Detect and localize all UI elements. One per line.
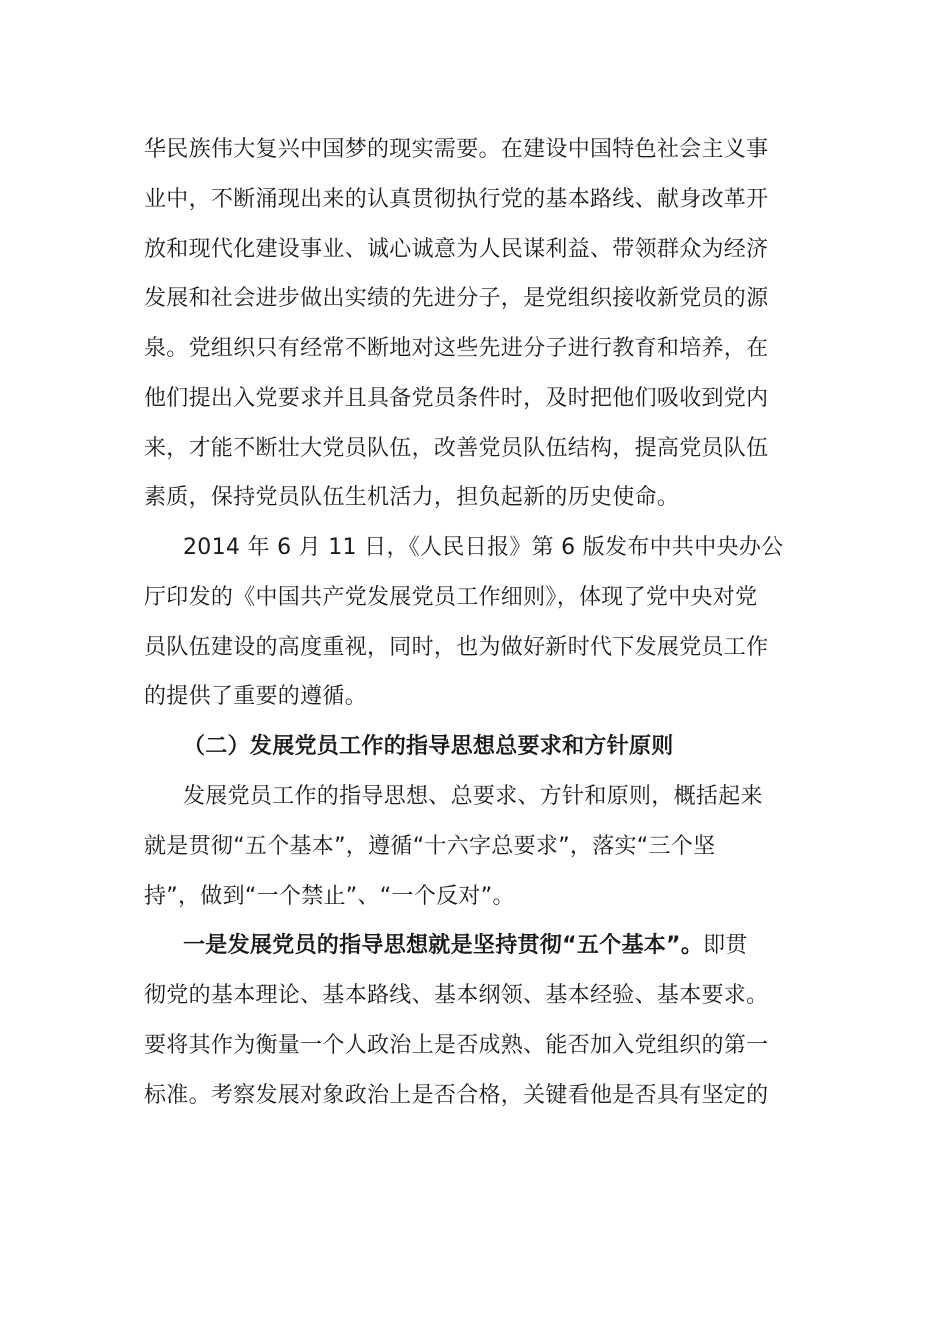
section-heading: （二）发展党员工作的指导思想总要求和方针原则: [183, 734, 674, 759]
body-text-line: 员队伍建设的高度重视，同时，也为做好新时代下发展党员工作: [144, 635, 769, 660]
body-text-line: 的提供了重要的遵循。: [144, 684, 368, 709]
body-text-line: 持”，做到“一个禁止”、“一个反对”。: [144, 884, 515, 909]
body-text-line: 他们提出入党要求并且具备党员条件时，及时把他们吸收到党内: [144, 386, 769, 411]
body-text-line: 发展和社会进步做出实绩的先进分子，是党组织接收新党员的源: [144, 286, 769, 311]
body-text-line: 要将其作为衡量一个人政治上是否成熟、能否加入党组织的第一: [144, 1033, 769, 1058]
body-text-line: 2014 年 6 月 11 日，《人民日报》第 6 版发布中共中央办公: [183, 535, 784, 560]
body-text-line: 泉。党组织只有经常不断地对这些先进分子进行教育和培养，在: [144, 336, 769, 361]
body-text-line: 华民族伟大复兴中国梦的现实需要。在建设中国特色社会主义事: [144, 137, 769, 162]
body-text-line: 厅印发的《中国共产党发展党员工作细则》，体现了党中央对党: [144, 585, 758, 610]
body-text-line: 素质，保持党员队伍生机活力，担负起新的历史使命。: [144, 485, 680, 510]
body-text-span: 即贯: [703, 933, 748, 958]
body-text-line: 发展党员工作的指导思想、总要求、方针和原则，概括起来: [183, 784, 763, 809]
body-text-line: 业中，不断涌现出来的认真贯彻执行党的基本路线、献身改革开: [144, 187, 769, 212]
body-text-line: 就是贯彻“五个基本”，遵循“十六字总要求”，落实“三个坚: [144, 834, 716, 859]
body-text-line: 彻党的基本理论、基本路线、基本纲领、基本经验、基本要求。: [144, 983, 769, 1008]
body-text-line: 来，才能不断壮大党员队伍，改善党员队伍结构，提高党员队伍: [144, 436, 769, 461]
body-text-line: [183, 921, 809, 971]
body-text-line: 标准。考察发展对象政治上是否合格，关键看他是否具有坚定的: [144, 1083, 769, 1108]
body-text-line: 放和现代化建设事业、诚心诚意为人民谋利益、带领群众为经济: [144, 237, 769, 262]
bold-lead-sentence: 一是发展党员的指导思想就是坚持贯彻“五个基本”。: [183, 933, 704, 958]
